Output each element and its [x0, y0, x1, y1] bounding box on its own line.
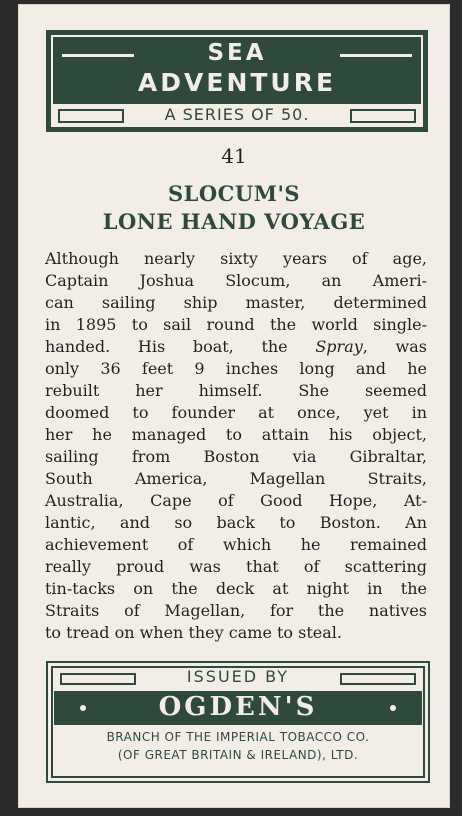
- body-line: really proud was that of scattering: [45, 557, 427, 576]
- dot-ornament: [390, 705, 396, 711]
- header-panel: [46, 30, 428, 132]
- body-line: rebuilt her himself. She seemed: [45, 381, 427, 400]
- body-line: only 36 feet 9 inches long and he: [45, 359, 427, 378]
- series-title-line2: ADVENTURE: [137, 68, 337, 97]
- body-line: lantic, and so back to Boston. An: [45, 513, 427, 532]
- body-line: her he managed to attain his object,: [45, 425, 427, 444]
- body-line: to tread on when they came to steal.: [45, 623, 342, 642]
- body-line: sailing from Boston via Gibraltar,: [45, 447, 427, 466]
- footer-panel: [46, 661, 430, 783]
- card-title-line2: LONE HAND VOYAGE: [102, 209, 366, 234]
- body-line: Although nearly sixty years of age,: [45, 249, 427, 268]
- body-line: Captain Joshua Slocum, an Ameri-: [45, 271, 427, 290]
- body-line: Straits of Magellan, for the natives: [45, 601, 427, 620]
- decorative-box-right: [350, 109, 416, 123]
- body-line: Australia, Cape of Good Hope, At-: [45, 491, 427, 510]
- body-line: tin-tacks on the deck at night in the: [45, 579, 427, 598]
- body-line: in 1895 to sail round the world single-: [45, 315, 427, 334]
- card-body-text: [45, 248, 427, 644]
- issued-by-label: ISSUED BY: [186, 667, 290, 686]
- company-line1: BRANCH OF THE IMPERIAL TOBACCO CO.: [106, 730, 370, 744]
- cigarette-card: [18, 4, 450, 808]
- series-count: A SERIES OF 50.: [164, 105, 310, 124]
- body-line: handed. His boat, the Spray, was: [45, 337, 427, 356]
- body-line: can sailing ship master, determined: [45, 293, 427, 312]
- brand-band: [54, 691, 422, 725]
- card-title-line1: SLOCUM'S: [167, 181, 301, 206]
- series-title-line1: SEA: [207, 40, 267, 66]
- series-band: [52, 104, 422, 126]
- brand-name: OGDEN'S: [158, 692, 318, 722]
- decorative-box-right: [340, 673, 416, 685]
- company-line2: (OF GREAT BRITAIN & IRELAND), LTD.: [117, 748, 359, 762]
- card-number: 41: [221, 144, 247, 168]
- body-line: South America, Magellan Straits,: [45, 469, 427, 488]
- body-line: achievement of which he remained: [45, 535, 427, 554]
- body-line: doomed to founder at once, yet in: [45, 403, 427, 422]
